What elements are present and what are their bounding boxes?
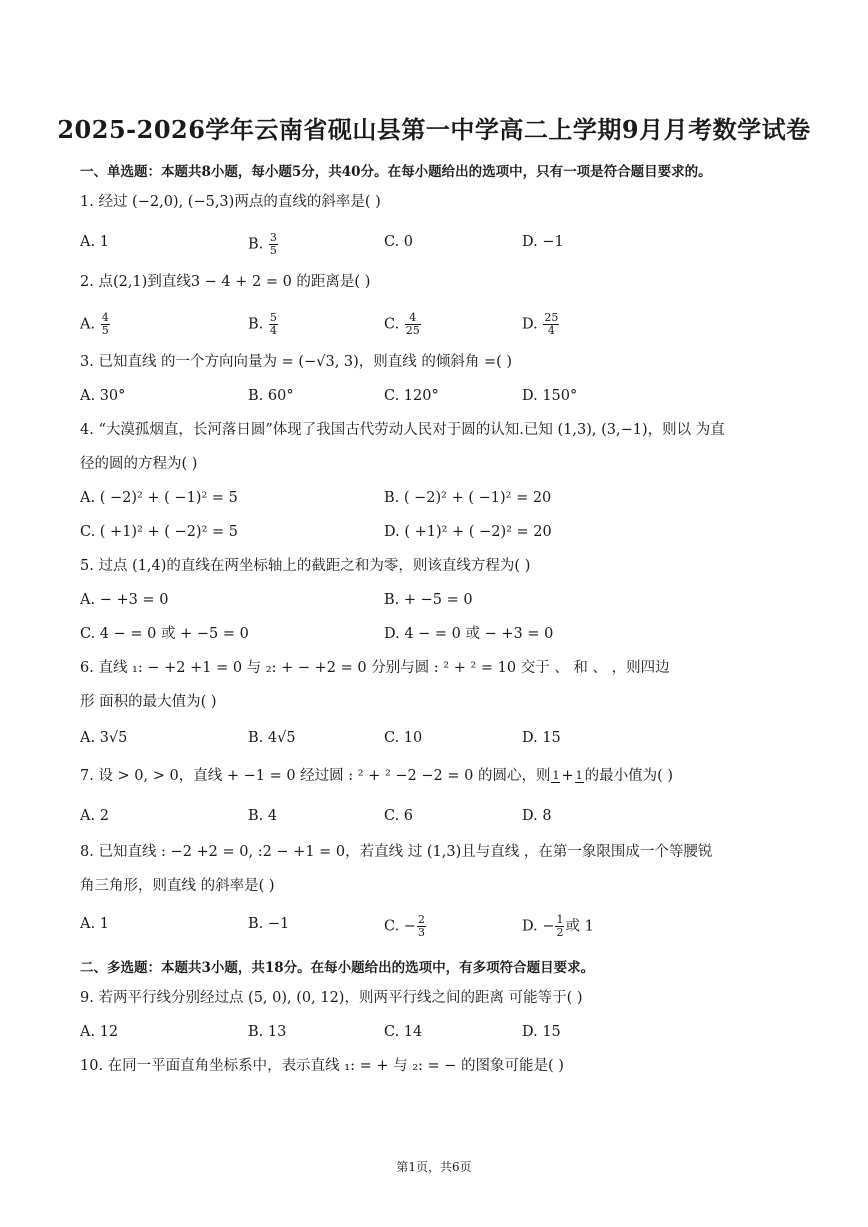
q2-option-c-fraction	[405, 312, 421, 337]
q7-frac2-num: 1	[575, 768, 583, 782]
q2-option-c-label: C.	[384, 316, 404, 333]
q6-option-d: D. 15	[522, 730, 561, 746]
q5-option-c: C. 4 − = 0 或 + −5 = 0	[80, 626, 249, 642]
q4-option-b: B. ( −2)² + ( −1)² = 20	[384, 490, 552, 506]
q3-option-b: B. 60°	[248, 388, 294, 404]
question-6-stem-line-1: 6. 直线 ₁: − +2 +1 = 0 与 ₂: + − +2 = 0 分别与圆 : ² + ² = 10 交于 、 和 、 ，则四边	[80, 660, 670, 676]
question-2-stem: 2. 点(2,1)到直线3 − 4 + 2 = 0 的距离是( )	[80, 274, 371, 290]
q2-option-b	[248, 312, 279, 337]
question-5-stem: 5. 过点 (1,4)的直线在两坐标轴上的截距之和为零，则该直线方程为( )	[80, 558, 531, 574]
q8-option-d	[522, 914, 594, 939]
q7-option-d: D. 8	[522, 808, 552, 824]
q1-option-d: D. −1	[522, 234, 564, 250]
q2-option-b-fraction	[269, 312, 278, 337]
q4-option-d: D. ( +1)² + ( −2)² = 20	[384, 524, 552, 540]
q3-option-a: A. 30°	[80, 388, 126, 404]
q2-a-num: 4	[101, 311, 109, 324]
q2-option-a-fraction	[101, 312, 110, 337]
q8-option-d-fraction	[555, 914, 564, 939]
page-title: 2025-2026学年云南省砚山县第一中学高二上学期9月月考数学试卷	[57, 115, 811, 144]
q9-option-c: C. 14	[384, 1024, 423, 1040]
q2-option-d-fraction	[543, 312, 559, 337]
q8-option-c	[384, 914, 427, 939]
q8-option-b: B. −1	[248, 916, 290, 932]
q7-plus: +	[561, 768, 574, 784]
q2-option-a	[80, 312, 111, 337]
q3-option-d: D. 150°	[522, 388, 578, 404]
q7-option-a: A. 2	[80, 808, 109, 824]
q7-stem-post: 的最小值为( )	[584, 768, 674, 784]
question-7-stem	[80, 766, 795, 786]
section-heading-single-choice: 一、单选题：本题共8小题，每小题5分，共40分。在每小题给出的选项中，只有一项是符合题目要求的。	[80, 164, 712, 180]
q2-option-d-label: D.	[522, 316, 543, 333]
q7-stem-pre: 7. 设 > 0, > 0，直线 + −1 = 0 经过圆 : ² + ² −2 −2 = 0 的圆心，则	[80, 768, 551, 784]
q8-option-a: A. 1	[80, 916, 109, 932]
question-1-stem: 1. 经过 (−2,0), (−5,3)两点的直线的斜率是( )	[80, 194, 381, 210]
q4-option-a: A. ( −2)² + ( −1)² = 5	[80, 490, 238, 506]
q2-c-den: 25	[405, 324, 420, 337]
q5-option-d: D. 4 − = 0 或 − +3 = 0	[384, 626, 554, 642]
q9-option-a: A. 12	[80, 1024, 119, 1040]
question-6-stem-line-2: 形 面积的最大值为( )	[80, 694, 217, 710]
question-4-stem-line-2: 径的圆的方程为( )	[80, 456, 198, 472]
q1-option-a: A. 1	[80, 234, 109, 250]
q7-option-b: B. 4	[248, 808, 278, 824]
q1-option-c: C. 0	[384, 234, 414, 250]
q8-c-den: 3	[417, 926, 425, 939]
q9-option-b: B. 13	[248, 1024, 287, 1040]
q6-option-b: B. 4√5	[248, 730, 296, 746]
q5-option-b: B. + −5 = 0	[384, 592, 473, 608]
q8-option-d-suffix: 或 1	[565, 918, 594, 935]
question-8-stem-line-1: 8. 已知直线 : −2 +2 = 0, :2 − +1 = 0，若直线 过 (1,3)且与直线 ，在第一象限围成一个等腰锐	[80, 844, 713, 860]
q2-d-num: 25	[544, 311, 559, 324]
q1-b-num: 3	[269, 231, 277, 244]
q2-c-num: 4	[405, 312, 421, 325]
q2-b-den: 4	[269, 324, 277, 337]
q2-option-c	[384, 312, 422, 337]
q2-a-den: 5	[101, 324, 109, 337]
q2-option-a-label: A.	[80, 316, 100, 333]
q9-option-d: D. 15	[522, 1024, 561, 1040]
question-4-stem-line-1: 4. “大漠孤烟直，长河落日圆”体现了我国古代劳动人民对于圆的认知.已知 (1,3), (3,−1)，则以 为直	[80, 422, 725, 438]
question-10-stem: 10. 在同一平面直角坐标系中，表示直线 ₁: = + 与 ₂: = − 的图象可能是( )	[80, 1058, 564, 1074]
q1-b-den: 5	[269, 244, 277, 257]
question-8-stem-line-2: 角三角形，则直线 的斜率是( )	[80, 878, 275, 894]
q1-option-b	[248, 232, 279, 257]
q1-option-b-label: B.	[248, 236, 268, 253]
q5-option-a: A. − +3 = 0	[80, 592, 169, 608]
question-3-stem: 3. 已知直线 的一个方向向量为 = (−√3, 3)，则直线 的倾斜角 =( )	[80, 354, 513, 370]
q8-d-num: 1	[556, 913, 564, 926]
q7-option-c: C. 6	[384, 808, 414, 824]
q3-option-c: C. 120°	[384, 388, 439, 404]
q8-c-num: 2	[417, 913, 425, 926]
question-9-stem: 9. 若两平行线分别经过点 (5, 0), (0, 12)，则两平行线之间的距离 可能等于( )	[80, 990, 583, 1006]
q8-option-d-label: D. −	[522, 918, 555, 935]
q8-d-den: 2	[556, 926, 564, 939]
q4-option-c: C. ( +1)² + ( −2)² = 5	[80, 524, 238, 540]
section-heading-multiple-choice: 二、多选题：本题共3小题，共18分。在每小题给出的选项中，有多项符合题目要求。	[80, 960, 595, 976]
q2-option-d	[522, 312, 560, 337]
q2-d-den: 4	[547, 324, 555, 337]
page-footer: 第1页，共6页	[396, 1160, 472, 1174]
q8-option-c-label: C. −	[384, 918, 416, 935]
q7-fraction-1	[551, 770, 560, 783]
q6-option-a: A. 3√5	[80, 730, 128, 746]
q1-option-b-fraction	[269, 232, 278, 257]
q7-fraction-2	[575, 770, 584, 783]
q2-b-num: 5	[269, 311, 277, 324]
q8-option-c-fraction	[417, 914, 426, 939]
q2-option-b-label: B.	[248, 316, 268, 333]
q6-option-c: C. 10	[384, 730, 423, 746]
q7-frac1-num: 1	[552, 768, 560, 782]
